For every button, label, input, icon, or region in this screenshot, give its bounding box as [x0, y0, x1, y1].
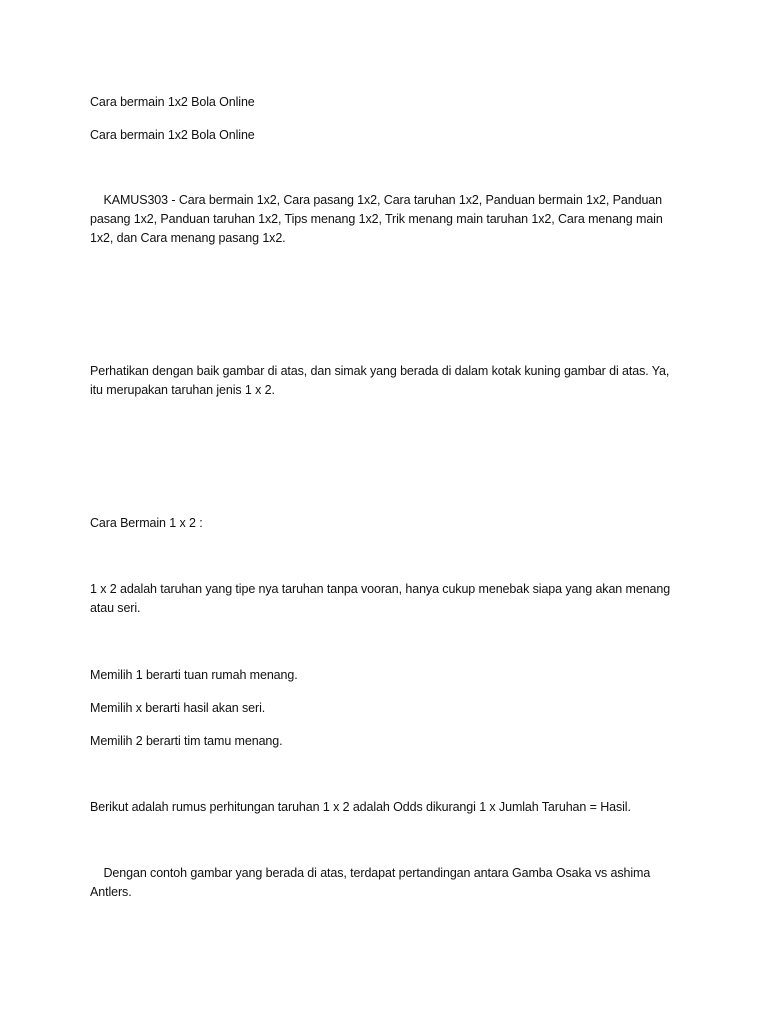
option-away-win: Memilih 2 berarti tim tamu menang.	[90, 734, 283, 748]
example-paragraph: Dengan contoh gambar yang berada di atas, terdapat pertandingan antara Gamba Osaka vs ashima Antlers.	[90, 866, 653, 899]
title-line-2: Cara bermain 1x2 Bola Online	[90, 128, 255, 142]
option-draw: Memilih x berarti hasil akan seri.	[90, 701, 266, 715]
definition-paragraph: 1 x 2 adalah taruhan yang tipe nya taruhan tanpa vooran, hanya cukup menebak siapa yang akan menang atau seri.	[90, 582, 674, 615]
section-heading: Cara Bermain 1 x 2 :	[90, 516, 203, 530]
intro-paragraph: KAMUS303 - Cara bermain 1x2, Cara pasang 1x2, Cara taruhan 1x2, Panduan bermain 1x2, Panduan pasang 1x2, Panduan taruhan 1x2, Tips menang 1x2, Trik menang main taruhan 1x2, Cara menang main 1x2, dan Cara menang pasang 1x2.	[90, 193, 667, 245]
image-note-paragraph: Perhatikan dengan baik gambar di atas, dan simak yang berada di dalam kotak kuning gambar di atas. Ya, itu merupakan taruhan jenis 1 x 2.	[90, 364, 673, 397]
option-home-win: Memilih 1 berarti tuan rumah menang.	[90, 668, 298, 682]
formula-paragraph: Berikut adalah rumus perhitungan taruhan 1 x 2 adalah Odds dikurangi 1 x Jumlah Taruhan = Hasil.	[90, 800, 631, 814]
title-line-1: Cara bermain 1x2 Bola Online	[90, 95, 255, 109]
